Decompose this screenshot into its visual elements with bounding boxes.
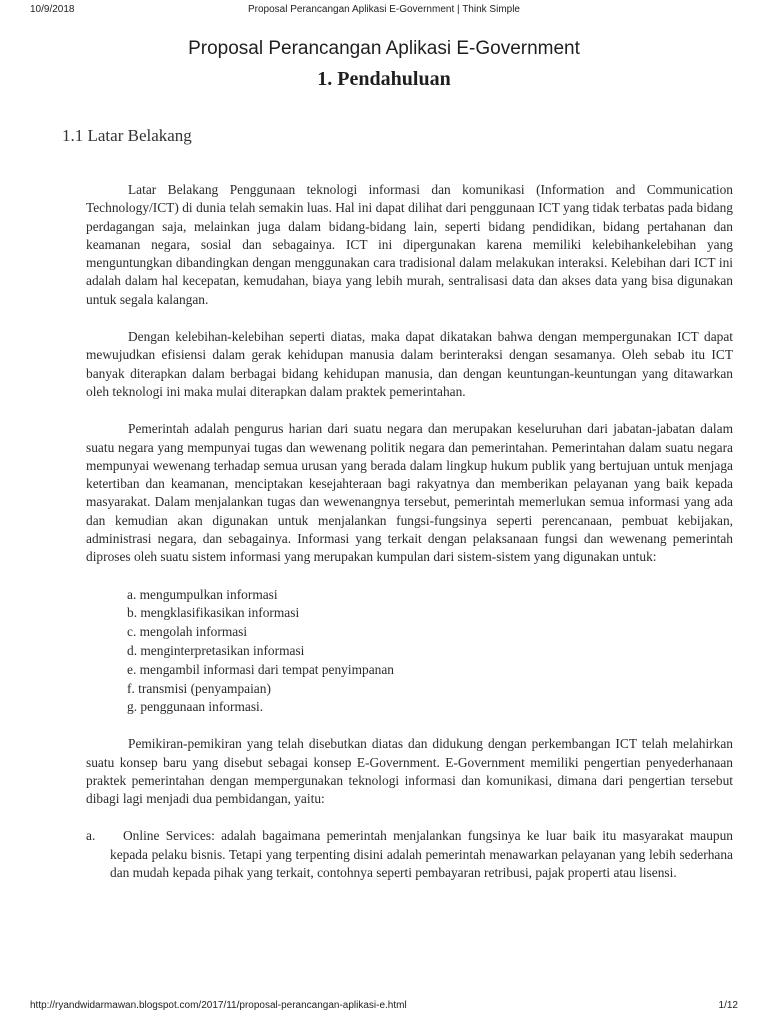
paragraph-egovernment: Pemikiran-pemikiran yang telah disebutkan diatas dan didukung dengan perkembangan ICT telah melahirkan suatu konsep baru yang disebut sebagai konsep E-Government. E-Government memiliki pengertian penyederhanaan praktek pemerintahan dengan mempergunakan teknologi informasi dan komunikasi, dimana dari pengertian tersebut dibagi lagi menjadi dua pembidangan, yaitu: (86, 736, 733, 807)
list-item: d. menginterpretasikan informasi (127, 643, 305, 659)
page-url: http://ryandwidarmawan.blogspot.com/2017/11/proposal-perancangan-aplikasi-e.html (30, 1000, 407, 1011)
print-page-title: Proposal Perancangan Aplikasi E-Government | Think Simple (248, 4, 520, 15)
service-marker: a. (86, 828, 96, 844)
paragraph-government: Pemerintah adalah pengurus harian dari suatu negara dan merupakan keseluruhan dari jabatan-jabatan dalam suatu negara yang mempunyai tugas dan wewenang politik negara dan pemerintahan. Pemerintahan dalam suatu negara mempunyai wewenang terhadap semua urusan yang berada dalam lingkup hukum publik yang bertujuan untuk menjaga ketertiban dan keamanan, menciptakan kesejahteraan bagi rakyatnya dan memberikan pelayanan yang baik kepada masyarakat. Dalam menjalankan tugas dan wewenangnya tersebut, pemerintah memerlukan semua informasi yang ada dan kemudian akan digunakan untuk menjalankan fungsi-fungsinya seperti perencanaan, pembuat kebijakan, administrasi negara, dan sebagainya. Informasi yang terkait dengan pelaksanaan fungsi dan wewenang pemerintah diproses oleh suatu sistem informasi yang merupakan kumpulan dari sistem-sistem yang digunakan untuk: (86, 421, 733, 565)
print-footer (30, 1000, 738, 1014)
paragraph-intro: Latar Belakang Penggunaan teknologi informasi dan komunikasi (Information and Communication Technology/ICT) di dunia telah semakin luas. Hal ini dapat dilihat dari penggunaan ICT yang tidak terbatas pada bidang perdagangan saja, melainkan juga dalam bidang-bidang lain, seperti bidang pendidikan, bidang pertahanan dan keamanan negara, sosial dan sebagainya. ICT ini dipergunakan karena memiliki kelebihankelebihan yang menguntungkan dibandingkan dengan menggunakan cara tradisional dalam melakukan interaksi. Kelebihan dari ICT ini adalah dalam hal kecepatan, kemudahan, biaya yang lebih murah, sentralisasi data dan akses data yang bisa digunakan untuk segala kalangan. (86, 182, 733, 307)
service-item (86, 827, 733, 882)
print-header (30, 4, 738, 18)
chapter-heading: 1. Pendahuluan (317, 68, 451, 90)
list-item: g. penggunaan informasi. (127, 699, 264, 715)
paragraph-efficiency: Dengan kelebihan-kelebihan seperti diatas, maka dapat dikatakan bahwa dengan mempergunakan ICT dapat mewujudkan efisiensi dalam gerak kehidupan manusia dalam berinteraksi dengan sesamanya. Oleh sebab itu ICT banyak diterapkan dalam berbagai bidang kehidupan manusia, dan dengan keuntungan-keuntungan yang ditawarkan oleh teknologi ini maka mulai diterapkan dalam praktek pemerintahan. (86, 329, 733, 399)
print-date: 10/9/2018 (30, 4, 75, 15)
list-item: c. mengolah informasi (127, 624, 248, 640)
list-item: b. mengklasifikasikan informasi (127, 605, 300, 621)
list-item: a. mengumpulkan informasi (127, 586, 278, 602)
page-number: 1/12 (718, 1000, 738, 1011)
section-heading: 1.1 Latar Belakang (62, 126, 192, 145)
services-list (86, 827, 733, 882)
list-item: e. mengambil informasi dari tempat penyimpanan (127, 661, 394, 677)
information-system-list (86, 586, 733, 718)
document-body (86, 181, 733, 882)
document-title: Proposal Perancangan Aplikasi E-Government (188, 38, 580, 59)
service-text: Online Services: adalah bagaimana pemerintah menjalankan fungsinya ke luar baik itu masyarakat maupun kepada pelaku bisnis. Tetapi yang terpenting disini adalah pemerintah menawarkan pelayanan yang lebih sederhana dan mudah kepada pihak yang terkait, contohnya seperti pembayaran retribusi, pajak properti atau lisensi. (110, 828, 733, 880)
list-item: f. transmisi (penyampaian) (127, 680, 271, 696)
